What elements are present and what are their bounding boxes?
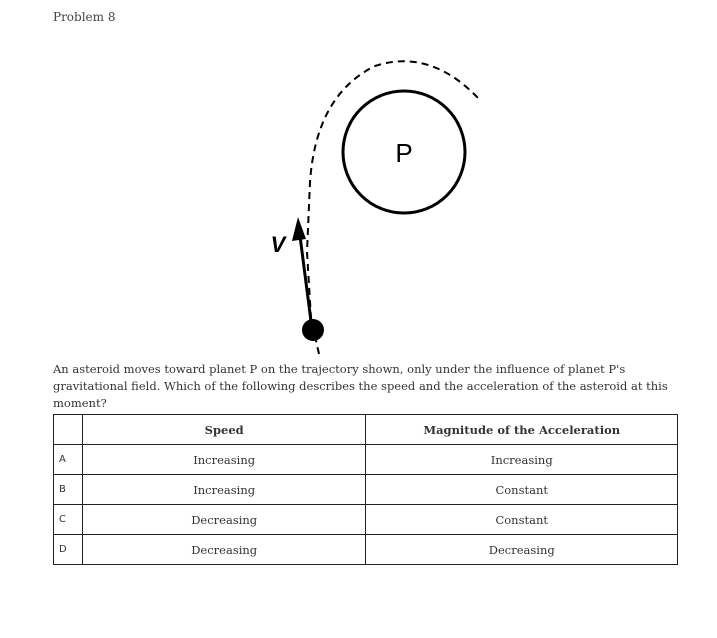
option-acceleration: Constant <box>366 475 678 505</box>
header-letter <box>54 415 83 445</box>
option-letter: B <box>54 475 83 505</box>
velocity-vector <box>300 236 312 329</box>
planet-label: P <box>395 138 413 168</box>
answer-table <box>53 414 678 565</box>
option-acceleration: Decreasing <box>366 535 678 565</box>
problem-title: Problem 8 <box>53 10 116 24</box>
header-acceleration: Magnitude of the Acceleration <box>366 415 678 445</box>
table-header-row <box>54 415 678 445</box>
asteroid-trajectory <box>307 61 478 354</box>
option-speed: Decreasing <box>82 505 366 535</box>
table-row[interactable] <box>54 445 678 475</box>
table-row[interactable] <box>54 505 678 535</box>
question-text: An asteroid moves toward planet P on the trajectory shown, only under the influence of planet P's gravitational field. Which of the following describes the speed and the acceleration of the asteroid at this moment? <box>53 362 668 410</box>
velocity-arrowhead <box>292 217 306 241</box>
table-row[interactable] <box>54 475 678 505</box>
header-speed: Speed <box>82 415 366 445</box>
option-acceleration: Constant <box>366 505 678 535</box>
option-speed: Increasing <box>82 475 366 505</box>
option-speed: Increasing <box>82 445 366 475</box>
option-letter: D <box>54 535 83 565</box>
asteroid <box>302 319 324 341</box>
option-letter: C <box>54 505 83 535</box>
option-speed: Decreasing <box>82 535 366 565</box>
option-acceleration: Increasing <box>366 445 678 475</box>
velocity-label: V <box>270 232 286 257</box>
table-row[interactable] <box>54 535 678 565</box>
option-letter: A <box>54 445 83 475</box>
